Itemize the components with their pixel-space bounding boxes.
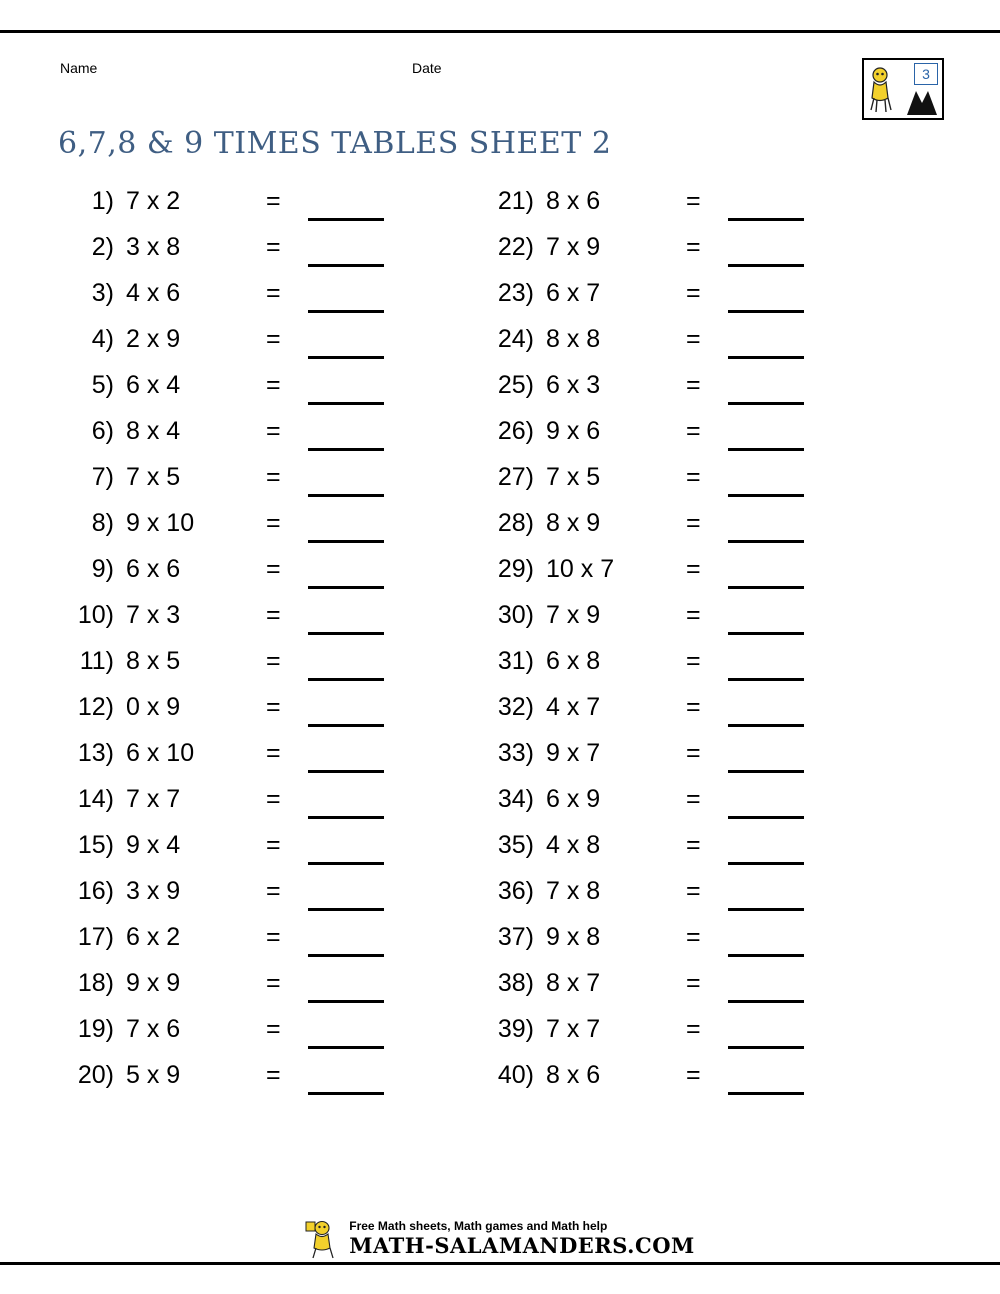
equals-sign: = (686, 325, 701, 353)
question-row (60, 738, 480, 784)
question-expression: 7 x 8 (546, 877, 601, 905)
question-expression: 6 x 3 (546, 371, 601, 399)
question-number: 21) (497, 187, 534, 215)
question-row (480, 1014, 900, 1060)
equals-sign: = (686, 463, 701, 491)
question-number: 14) (77, 785, 114, 813)
question-expression: 6 x 9 (546, 785, 601, 813)
question-expression: 9 x 9 (126, 969, 181, 997)
answer-blank[interactable] (728, 742, 804, 773)
question-number: 32) (497, 693, 534, 721)
answer-blank[interactable] (308, 650, 384, 681)
answer-blank[interactable] (308, 420, 384, 451)
question-row (480, 462, 900, 508)
question-row (480, 876, 900, 922)
question-expression: 8 x 6 (546, 187, 601, 215)
answer-blank[interactable] (728, 1064, 804, 1095)
question-number: 22) (497, 233, 534, 261)
question-expression: 4 x 6 (126, 279, 181, 307)
answer-blank[interactable] (308, 604, 384, 635)
question-expression: 6 x 6 (126, 555, 181, 583)
question-expression: 6 x 8 (546, 647, 601, 675)
question-row (480, 600, 900, 646)
question-number: 17) (77, 923, 114, 951)
question-expression: 6 x 2 (126, 923, 181, 951)
question-expression: 7 x 5 (126, 463, 181, 491)
salamander-logo-icon (868, 66, 894, 114)
question-expression: 10 x 7 (546, 555, 615, 583)
equals-sign: = (266, 417, 281, 445)
footer-site: MATH-SALAMANDERS.COM (349, 1233, 695, 1258)
equals-sign: = (686, 1061, 701, 1089)
question-row (60, 646, 480, 692)
question-row (480, 646, 900, 692)
question-row (60, 1060, 480, 1106)
answer-blank[interactable] (728, 374, 804, 405)
question-number: 16) (77, 877, 114, 905)
question-expression: 0 x 9 (126, 693, 181, 721)
question-number: 3) (91, 279, 114, 307)
question-expression: 7 x 6 (126, 1015, 181, 1043)
question-expression: 6 x 7 (546, 279, 601, 307)
answer-blank[interactable] (728, 236, 804, 267)
equals-sign: = (266, 187, 281, 215)
answer-blank[interactable] (728, 558, 804, 589)
equals-sign: = (686, 187, 701, 215)
equals-sign: = (686, 693, 701, 721)
name-label: Name (60, 60, 98, 76)
answer-blank[interactable] (308, 1064, 384, 1095)
question-row (480, 232, 900, 278)
answer-blank[interactable] (308, 696, 384, 727)
question-expression: 7 x 2 (126, 187, 181, 215)
question-expression: 4 x 8 (546, 831, 601, 859)
question-row (480, 186, 900, 232)
question-row (60, 968, 480, 1014)
question-row (480, 324, 900, 370)
answer-blank[interactable] (308, 880, 384, 911)
question-row (60, 830, 480, 876)
equals-sign: = (686, 923, 701, 951)
answer-blank[interactable] (728, 834, 804, 865)
answer-blank[interactable] (728, 420, 804, 451)
equals-sign: = (266, 693, 281, 721)
answer-blank[interactable] (308, 558, 384, 589)
question-number: 27) (497, 463, 534, 491)
answer-blank[interactable] (728, 190, 804, 221)
question-expression: 7 x 5 (546, 463, 601, 491)
answer-blank[interactable] (308, 328, 384, 359)
answer-blank[interactable] (308, 374, 384, 405)
question-number: 36) (497, 877, 534, 905)
question-number: 28) (497, 509, 534, 537)
question-row (480, 830, 900, 876)
question-expression: 6 x 10 (126, 739, 195, 767)
question-number: 37) (497, 923, 534, 951)
equals-sign: = (266, 785, 281, 813)
equals-sign: = (686, 233, 701, 261)
question-expression: 7 x 3 (126, 601, 181, 629)
question-row (60, 554, 480, 600)
equals-sign: = (266, 463, 281, 491)
question-row (60, 278, 480, 324)
answer-blank[interactable] (728, 650, 804, 681)
question-expression: 9 x 6 (546, 417, 601, 445)
question-expression: 8 x 6 (546, 1061, 601, 1089)
date-label: Date (412, 60, 442, 76)
question-number: 26) (497, 417, 534, 445)
question-expression: 5 x 9 (126, 1061, 181, 1089)
equals-sign: = (266, 739, 281, 767)
answer-blank[interactable] (308, 926, 384, 957)
question-number: 9) (91, 555, 114, 583)
question-expression: 9 x 4 (126, 831, 181, 859)
equals-sign: = (686, 555, 701, 583)
answer-blank[interactable] (308, 972, 384, 1003)
answer-blank[interactable] (728, 972, 804, 1003)
equals-sign: = (266, 601, 281, 629)
question-expression: 7 x 9 (546, 601, 601, 629)
question-row (480, 370, 900, 416)
math-salamanders-badge (862, 58, 944, 120)
question-number: 38) (497, 969, 534, 997)
question-expression: 8 x 8 (546, 325, 601, 353)
question-number: 30) (497, 601, 534, 629)
top-divider (0, 30, 1000, 33)
question-number: 25) (497, 371, 534, 399)
answer-blank[interactable] (308, 1018, 384, 1049)
equals-sign: = (686, 785, 701, 813)
question-expression: 9 x 10 (126, 509, 195, 537)
question-row (480, 692, 900, 738)
question-expression: 4 x 7 (546, 693, 601, 721)
footer (0, 1218, 1000, 1258)
equals-sign: = (266, 233, 281, 261)
question-row (480, 784, 900, 830)
question-expression: 7 x 7 (546, 1015, 601, 1043)
answer-blank[interactable] (308, 236, 384, 267)
bottom-divider (0, 1262, 1000, 1265)
equals-sign: = (266, 1015, 281, 1043)
answer-blank[interactable] (308, 834, 384, 865)
equals-sign: = (686, 509, 701, 537)
answer-blank[interactable] (728, 926, 804, 957)
question-row (60, 324, 480, 370)
question-row (60, 876, 480, 922)
equals-sign: = (266, 831, 281, 859)
question-row (60, 922, 480, 968)
question-number: 19) (77, 1015, 114, 1043)
answer-blank[interactable] (728, 466, 804, 497)
equals-sign: = (266, 647, 281, 675)
equals-sign: = (686, 1015, 701, 1043)
footer-tagline: Free Math sheets, Math games and Math help (349, 1219, 608, 1233)
answer-blank[interactable] (728, 512, 804, 543)
question-row (480, 508, 900, 554)
question-number: 6) (91, 417, 114, 445)
answer-blank[interactable] (728, 788, 804, 819)
answer-blank[interactable] (308, 282, 384, 313)
question-number: 11) (79, 647, 114, 675)
equals-sign: = (686, 831, 701, 859)
question-number: 5) (91, 371, 114, 399)
question-number: 4) (91, 325, 114, 353)
question-expression: 9 x 7 (546, 739, 601, 767)
question-row (480, 554, 900, 600)
question-expression: 3 x 9 (126, 877, 181, 905)
questions-column-right (480, 186, 900, 1106)
question-row (60, 508, 480, 554)
answer-blank[interactable] (728, 880, 804, 911)
question-row (60, 232, 480, 278)
question-number: 20) (77, 1061, 114, 1089)
question-row (60, 462, 480, 508)
mountain-m-icon (905, 87, 939, 117)
answer-blank[interactable] (728, 328, 804, 359)
question-number: 34) (497, 785, 534, 813)
question-number: 10) (77, 601, 114, 629)
question-number: 39) (497, 1015, 534, 1043)
question-row (480, 922, 900, 968)
equals-sign: = (686, 371, 701, 399)
question-number: 15) (77, 831, 114, 859)
equals-sign: = (266, 555, 281, 583)
question-row (480, 416, 900, 462)
question-expression: 8 x 5 (126, 647, 181, 675)
equals-sign: = (266, 509, 281, 537)
question-expression: 8 x 9 (546, 509, 601, 537)
question-number: 1) (91, 187, 114, 215)
equals-sign: = (686, 739, 701, 767)
question-row (60, 370, 480, 416)
equals-sign: = (266, 325, 281, 353)
answer-blank[interactable] (728, 696, 804, 727)
answer-blank[interactable] (308, 788, 384, 819)
equals-sign: = (266, 371, 281, 399)
equals-sign: = (266, 279, 281, 307)
question-row (60, 692, 480, 738)
question-expression: 8 x 7 (546, 969, 601, 997)
answer-blank[interactable] (308, 466, 384, 497)
question-expression: 3 x 8 (126, 233, 181, 261)
question-expression: 2 x 9 (126, 325, 181, 353)
question-number: 13) (77, 739, 114, 767)
question-number: 8) (91, 509, 114, 537)
equals-sign: = (266, 1061, 281, 1089)
question-expression: 6 x 4 (126, 371, 181, 399)
question-number: 33) (497, 739, 534, 767)
equals-sign: = (686, 279, 701, 307)
grade-number: 3 (914, 63, 938, 85)
equals-sign: = (266, 877, 281, 905)
equals-sign: = (266, 923, 281, 951)
question-number: 29) (497, 555, 534, 583)
equals-sign: = (686, 647, 701, 675)
answer-blank[interactable] (308, 190, 384, 221)
question-row (60, 600, 480, 646)
question-expression: 7 x 7 (126, 785, 181, 813)
question-number: 40) (497, 1061, 534, 1089)
question-row (480, 278, 900, 324)
answer-blank[interactable] (308, 742, 384, 773)
question-number: 18) (77, 969, 114, 997)
question-row (480, 738, 900, 784)
question-row (60, 186, 480, 232)
equals-sign: = (686, 417, 701, 445)
question-row (480, 1060, 900, 1106)
question-number: 2) (91, 233, 114, 261)
equals-sign: = (686, 601, 701, 629)
question-row (60, 416, 480, 462)
question-number: 7) (91, 463, 114, 491)
question-expression: 8 x 4 (126, 417, 181, 445)
answer-blank[interactable] (728, 282, 804, 313)
question-expression: 7 x 9 (546, 233, 601, 261)
answer-blank[interactable] (728, 1018, 804, 1049)
question-expression: 9 x 8 (546, 923, 601, 951)
question-number: 35) (497, 831, 534, 859)
question-row (60, 1014, 480, 1060)
question-row (480, 968, 900, 1014)
footer-salamander-icon (305, 1220, 339, 1260)
question-number: 12) (77, 693, 114, 721)
answer-blank[interactable] (728, 604, 804, 635)
question-row (60, 784, 480, 830)
questions-column-left (60, 186, 480, 1106)
question-number: 24) (497, 325, 534, 353)
equals-sign: = (266, 969, 281, 997)
equals-sign: = (686, 877, 701, 905)
question-number: 23) (497, 279, 534, 307)
answer-blank[interactable] (308, 512, 384, 543)
page-title: 6,7,8 & 9 TIMES TABLES SHEET 2 (58, 126, 612, 162)
question-number: 31) (497, 647, 534, 675)
equals-sign: = (686, 969, 701, 997)
